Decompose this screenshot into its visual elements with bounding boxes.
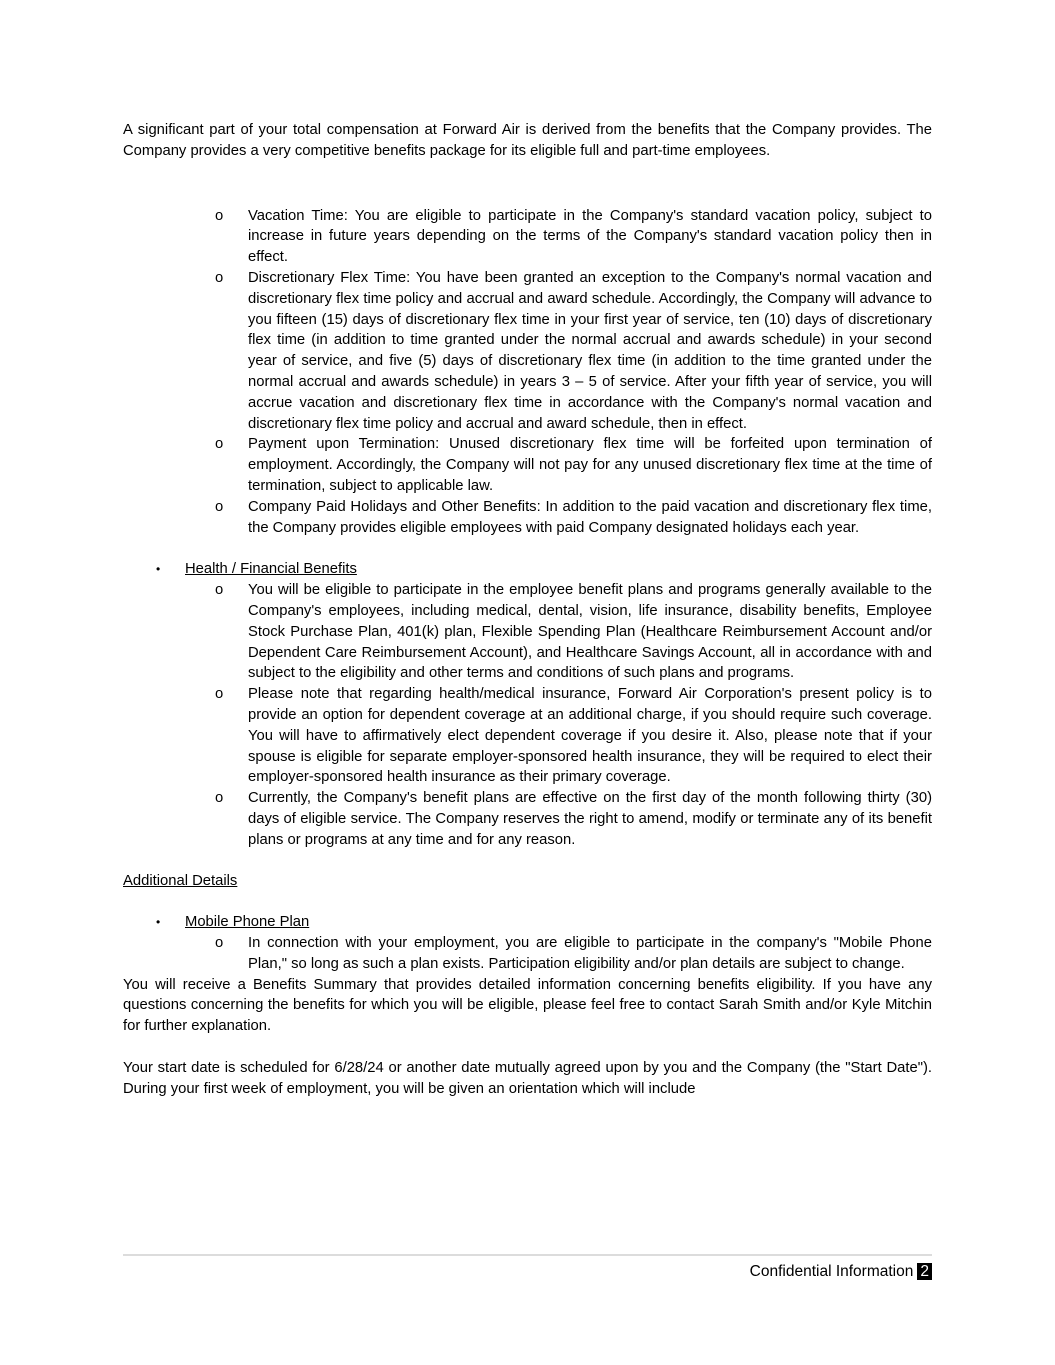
list-item-payment-upon-termination — [123, 434, 932, 496]
health-financial-benefits-heading — [123, 559, 932, 580]
additional-details-heading: Additional Details — [123, 872, 238, 889]
sub-bullet-marker: o — [215, 935, 224, 952]
list-item-text: Currently, the Company's benefit plans are effective on the first day of the month following thirty (30) days of eligible service. The Company reserves the right to amend, modify or terminate any of its benefit plans or programs at any time and for any reason. — [248, 790, 932, 848]
mobile-phone-plan-list — [123, 933, 932, 975]
time-off-list — [123, 206, 932, 539]
page-footer — [123, 1254, 932, 1283]
list-item-text: Vacation Time: You are eligible to participate in the Company's standard vacation policy, subject to increase in future years depending on the terms of the Company's standard vacation policy then in effect. — [248, 207, 932, 266]
mobile-phone-plan-heading — [123, 912, 932, 933]
heading-text: Mobile Phone Plan — [185, 914, 310, 931]
list-item-text: Company Paid Holidays and Other Benefits: In addition to the paid vacation and discretionary flex time, the Company provides eligible employees with paid Company designated holidays each year. — [248, 498, 932, 536]
list-item-text: Payment upon Termination: Unused discretionary flex time will be forfeited upon termination of employment. Accordingly, the Company will not pay for any unused discretionary flex time at the time of termination, subject to applicable law. — [248, 436, 932, 494]
sub-bullet-marker: o — [215, 790, 224, 807]
bullet-marker: • — [156, 562, 161, 577]
sub-bullet-marker: o — [215, 582, 224, 599]
list-item-plan-effective-date — [123, 788, 932, 850]
list-item-text: Discretionary Flex Time: You have been granted an exception to the Company's normal vacation and discretionary flex time policy and accrual and award schedule. Accordingly, the Company will advance to you fifteen (15) days of discretionary flex time in your first year of service, ten (10) days of discretionary flex time (in addition to time granted under the normal accrual and awards schedule) in your second year of service, and five (5) days of discretionary flex time (in addition to the time granted under the normal accrual and awards schedule) in years 3 – 5 of service. After your fifth year of service, you will accrue vacation and discretionary flex time in accordance with the Company's normal vacation and discretionary flex time policy and accrual and award schedule, then in effect. — [248, 269, 932, 432]
list-item-text: Please note that regarding health/medical insurance, Forward Air Corporation's present policy is to provide an option for dependent coverage at an additional charge, if you should require such coverage. You will have to affirmatively elect dependent coverage if you desire it. Also, please note that if your spouse is eligible for separate employer-sponsored health insurance, they will be required to elect their employer-sponsored health insurance as their primary coverage. — [248, 686, 932, 786]
list-item-mobile-phone-plan — [123, 933, 932, 975]
start-date-paragraph: Your start date is scheduled for 6/28/24 or another date mutually agreed upon by you and the Company (the "Start Date"). During your first week of employment, you will be given an orientation which will include — [123, 1060, 932, 1097]
list-item-text: You will be eligible to participate in the employee benefit plans and programs generally available to the Company's employees, including medical, dental, vision, life insurance, disability benefits, Employee Stock Purchase Plan, 401(k) plan, Flexible Spending Plan (Healthcare Reimbursement Account and/or Dependent Care Reimbursement Account), and Healthcare Savings Account, all in accordance with and subject to the eligibility and other terms and conditions of such plans and programs. — [248, 582, 932, 682]
list-item-company-paid-holidays — [123, 497, 932, 539]
intro-paragraph: A significant part of your total compensation at Forward Air is derived from the benefits that the Company provides. The Company provides a very competitive benefits package for its eligible full and part-time employees. — [123, 122, 932, 159]
footer-divider — [123, 1254, 932, 1256]
list-item-text: In connection with your employment, you are eligible to participate in the company's "Mobile Phone Plan," so long as such a plan exists. Participation eligibility and/or plan details are subject to change. — [248, 935, 932, 972]
bullet-marker: • — [156, 915, 161, 930]
sub-bullet-marker: o — [215, 207, 224, 224]
list-item-dependent-coverage — [123, 684, 932, 788]
list-item-vacation-time — [123, 206, 932, 268]
list-item-benefit-plans — [123, 580, 932, 684]
sub-bullet-marker: o — [215, 686, 224, 703]
confidential-label: Confidential Information — [749, 1263, 914, 1280]
sub-bullet-marker: o — [215, 269, 224, 286]
heading-text: Health / Financial Benefits — [185, 561, 357, 578]
benefits-summary-paragraph: You will receive a Benefits Summary that provides detailed information concerning benefits eligibility. If you have any questions concerning the benefits for which you will be eligible, please feel free to contact Sarah Smith and/or Kyle Mitchin for further explanation. — [123, 976, 932, 1035]
page-number-field: 2 — [917, 1263, 932, 1280]
health-benefits-list — [123, 580, 932, 850]
footer-text — [123, 1262, 932, 1283]
sub-bullet-marker: o — [215, 436, 224, 453]
list-item-discretionary-flex-time — [123, 268, 932, 434]
sub-bullet-marker: o — [215, 498, 224, 515]
